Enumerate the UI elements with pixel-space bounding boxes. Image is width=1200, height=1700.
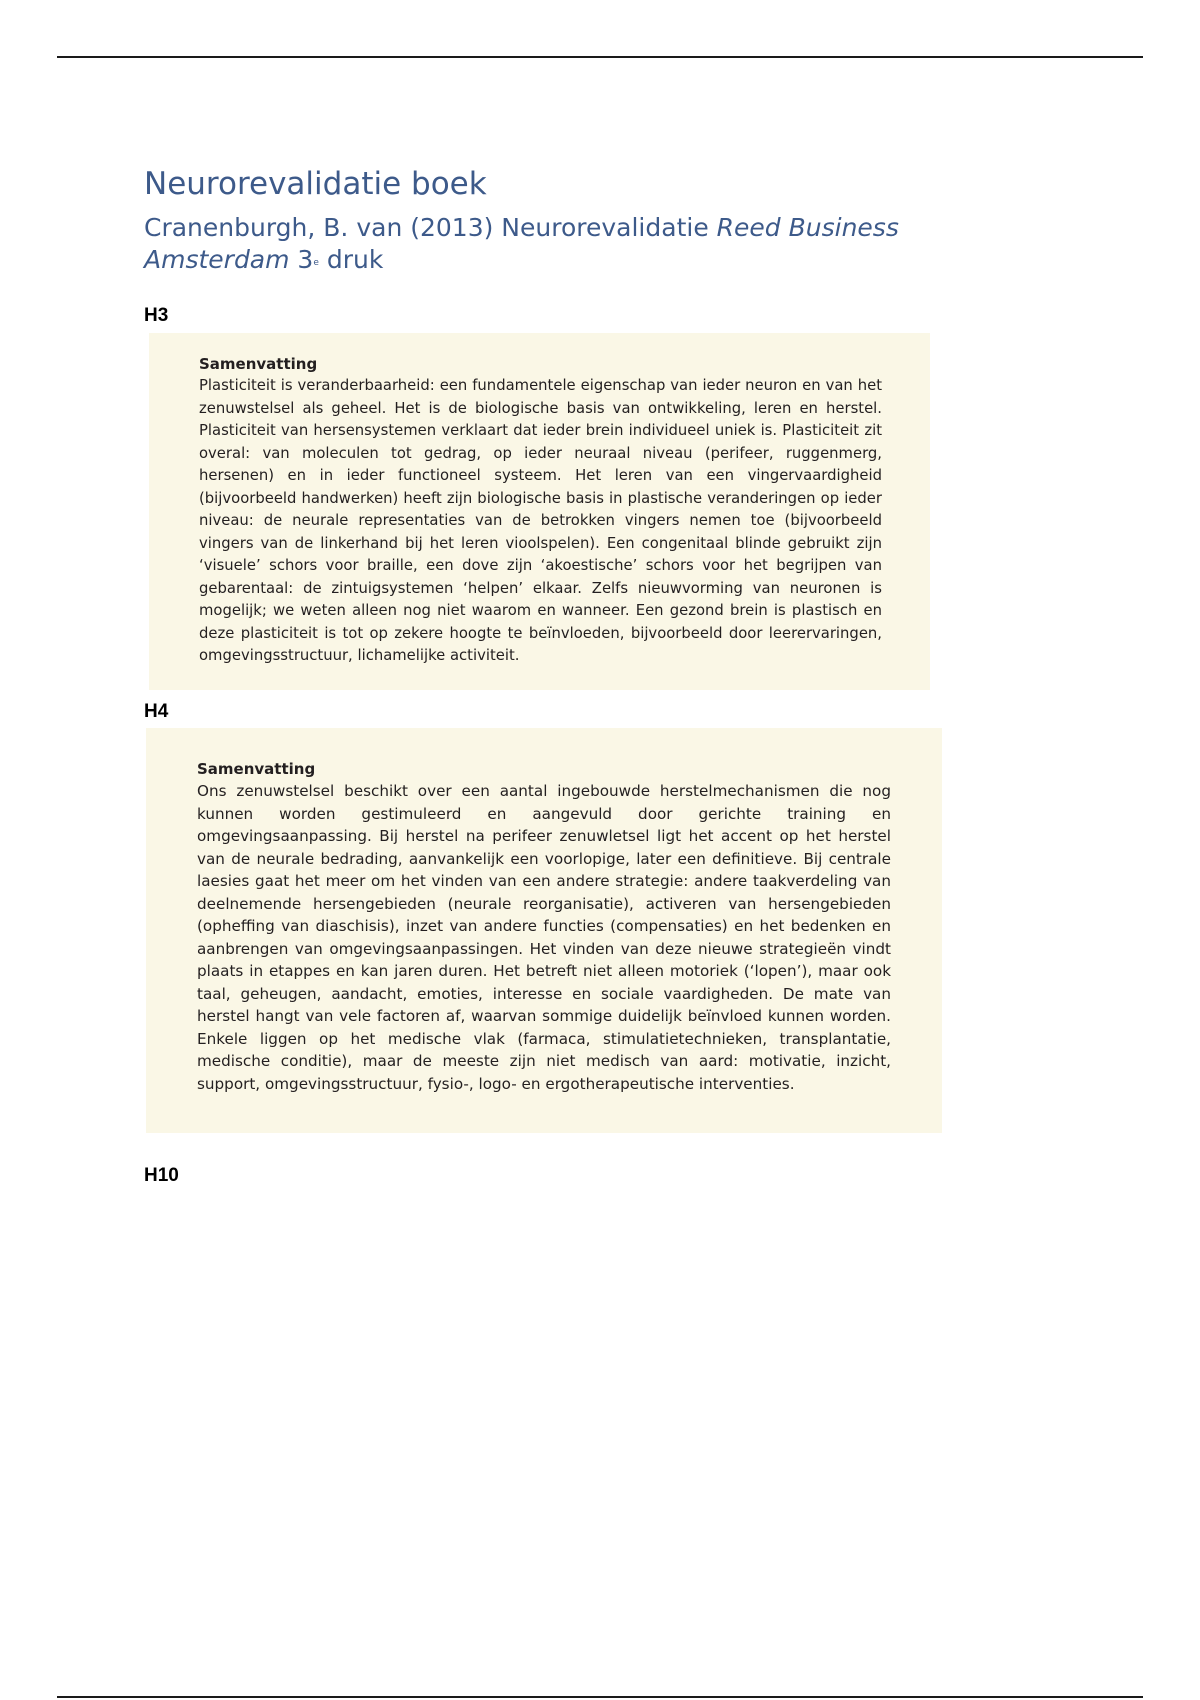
summary-text: Ons zenuwstelsel beschikt over een aantal ingebouwde herstelmechanismen die nog kunnen worden gestimuleerd en aangevuld door gerichte training en omgevingsaanpassing. Bij herstel na perifeer zenuwletsel ligt het accent op het herstel van de neurale bedrading, aanvankelijk een voorlopige, later een definitieve. Bij centrale laesies gaat het meer om het vinden van een andere strategie: andere taakverdeling van deelnemende hersengebieden (neurale reorganisatie), activeren van hersengebieden (opheffing van diaschisis), inzet van andere functies (compensaties) en het bedenken en aanbrengen van omgevingsaanpassingen. Het vinden van deze nieuwe strategieën vindt plaats in etappes en kan jaren duren. Het betreft niet alleen motoriek (‘lopen’), maar ook taal, geheugen, aandacht, emoties, interesse en sociale vaardigheden. De mate van herstel hangt van vele factoren af, waarvan sommige duidelijk beïnvloed kunnen worden. Enkele liggen op het medische vlak (farmaca, stimulatietechnieken, transplantatie, medische conditie), maar de meeste zijn niet medisch van aard: motivatie, inzicht, support, omgevingsstructuur, fysio-, logo- en ergotherapeutische interventies. (197, 782, 891, 1093)
citation-edition-number: 3 (289, 245, 314, 274)
summary-box-h3 (149, 333, 930, 690)
page-top-rule (57, 56, 1143, 58)
summary-box-h4 (146, 728, 942, 1133)
citation-author: Cranenburgh, B. van (2013) Neurorevalidatie (144, 213, 717, 242)
citation-edition-label: druk (318, 245, 384, 274)
book-citation (144, 212, 964, 279)
summary-title: Samenvatting (199, 355, 318, 373)
citation-publisher: Reed Business Amsterdam (144, 213, 899, 274)
page-bottom-rule (57, 1696, 1143, 1698)
section-heading-h10: H10 (144, 1165, 179, 1186)
citation-edition-suffix: e (313, 258, 319, 268)
summary-text: Plasticiteit is veranderbaarheid: een fundamentele eigenschap van ieder neuron en van het zenuwstelsel als geheel. Het is de biologische basis van ontwikkeling, leren en herstel. Plasticiteit van hersensystemen verklaart dat ieder brein individueel uniek is. Plasticiteit zit overal: van moleculen tot gedrag, op ieder neuraal niveau (perifeer, ruggenmerg, hersenen) en in ieder functioneel systeem. Het leren van een vingervaardigheid (bijvoorbeeld handwerken) heeft zijn biologische basis in plastische veranderingen op ieder niveau: de neurale representaties van de betrokken vingers nemen toe (bijvoorbeeld vingers van de linkerhand bij het leren vioolspelen). Een congenitaal blinde gebruikt zijn ‘visuele’ schors voor braille, een dove zijn ‘akoestische’ schors voor het begrijpen van gebarentaal: de zintuigsystemen ‘helpen’ elkaar. Zelfs nieuwvorming van neuronen is mogelijk; we weten alleen nog niet waarom en wanneer. Een gezond brein is plastisch en deze plasticiteit is tot op zekere hoogte te beïnvloeden, bijvoorbeeld door leerervaringen, omgevingsstructuur, lichamelijke activiteit. (199, 377, 882, 664)
section-heading-h4: H4 (144, 701, 169, 722)
section-heading-h3: H3 (144, 305, 169, 326)
summary-title: Samenvatting (197, 760, 316, 778)
document-title: Neurorevalidatie boek (144, 166, 487, 202)
